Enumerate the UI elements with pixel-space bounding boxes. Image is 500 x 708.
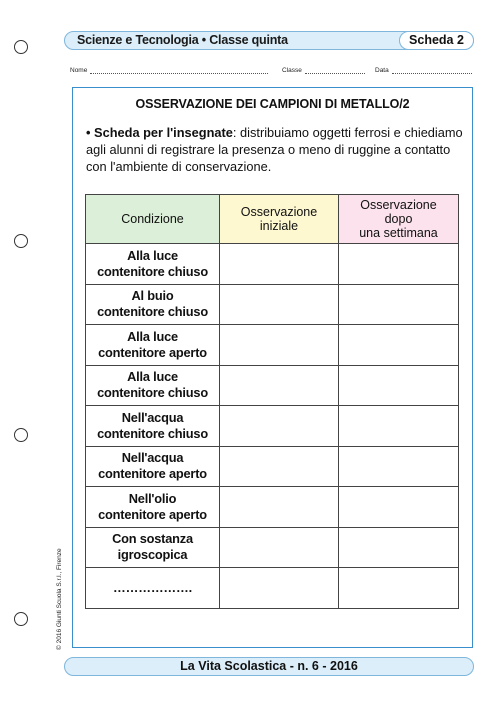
table-row	[86, 365, 459, 406]
class-label: Classe	[282, 67, 302, 74]
initial-observation-cell[interactable]	[220, 244, 339, 285]
after-week-observation-cell[interactable]	[339, 568, 459, 609]
initial-observation-cell[interactable]	[220, 325, 339, 366]
table-row	[86, 284, 459, 325]
after-week-observation-cell[interactable]	[339, 244, 459, 285]
table-header-row	[86, 195, 459, 244]
condition-line: contenitore chiuso	[97, 263, 208, 279]
after-week-observation-cell[interactable]	[339, 325, 459, 366]
after-week-observation-cell[interactable]	[339, 284, 459, 325]
initial-header-line: Osservazione	[240, 205, 318, 219]
name-label: Nome	[70, 67, 88, 74]
initial-observation-header	[220, 195, 339, 244]
condition-line: contenitore aperto	[98, 506, 207, 522]
condition-line: contenitore chiuso	[97, 304, 208, 320]
condition-line: ……………….	[113, 579, 192, 595]
condition-line: contenitore chiuso	[97, 385, 208, 401]
after-week-observation-cell[interactable]	[339, 365, 459, 406]
date-dotted-line	[392, 66, 472, 74]
instruction-text: : distribuiamo oggetti ferrosi e chiediamo agli alunni di registrare la presenza o meno di ruggine a contatto con l'ambiente di conservazione.	[86, 125, 463, 174]
date-field[interactable]	[375, 66, 472, 74]
class-field[interactable]	[282, 66, 365, 74]
condition-column-header: Condizione	[86, 195, 220, 244]
condition-line: igroscopica	[117, 547, 188, 563]
table-body	[86, 244, 459, 609]
condition-line: Nell'acqua	[121, 450, 184, 466]
observation-table	[85, 194, 459, 609]
condition-line: Nell'olio	[128, 490, 177, 506]
table-row	[86, 568, 459, 609]
initial-observation-cell[interactable]	[220, 406, 339, 447]
after-week-observation-cell[interactable]	[339, 406, 459, 447]
condition-line: contenitore aperto	[98, 466, 207, 482]
after-week-observation-cell[interactable]	[339, 487, 459, 528]
initial-header-line: iniziale	[259, 219, 299, 233]
initial-observation-cell[interactable]	[220, 284, 339, 325]
table-row	[86, 527, 459, 568]
condition-line: Al buio	[131, 288, 174, 304]
condition-line: Alla luce	[127, 369, 178, 385]
footer-band: La Vita Scolastica - n. 6 - 2016	[64, 657, 474, 676]
condition-line: Con sostanza	[112, 531, 193, 547]
worksheet-title: OSSERVAZIONE DEI CAMPIONI DI METALLO/2	[135, 97, 410, 111]
instruction-label: • Scheda per l'insegnate	[86, 125, 233, 140]
initial-observation-cell[interactable]	[220, 568, 339, 609]
condition-cell	[86, 446, 220, 487]
condition-cell	[86, 527, 220, 568]
condition-line: Alla luce	[127, 328, 178, 344]
teacher-instruction	[86, 124, 466, 175]
initial-observation-cell[interactable]	[220, 487, 339, 528]
table-row	[86, 244, 459, 285]
binder-hole-1	[14, 40, 28, 54]
after-week-observation-header	[339, 195, 459, 244]
after-header-line: Osservazione	[360, 198, 437, 212]
after-week-observation-cell[interactable]	[339, 446, 459, 487]
initial-observation-cell[interactable]	[220, 365, 339, 406]
table-row	[86, 446, 459, 487]
class-dotted-line	[305, 66, 365, 74]
after-header-line: dopo	[384, 212, 413, 226]
condition-line: contenitore chiuso	[97, 425, 208, 441]
initial-observation-cell[interactable]	[220, 527, 339, 568]
condition-cell	[86, 568, 220, 609]
name-field[interactable]	[70, 66, 268, 74]
student-info-fields	[70, 66, 474, 78]
sheet-number-badge: Scheda 2	[399, 31, 474, 50]
condition-cell	[86, 284, 220, 325]
condition-cell	[86, 406, 220, 447]
after-header-line: una settimana	[359, 226, 438, 240]
date-label: Data	[375, 67, 389, 74]
header-title: Scienze e Tecnologia • Classe quinta	[77, 33, 288, 47]
condition-line: Nell'acqua	[121, 409, 184, 425]
binder-hole-4	[14, 612, 28, 626]
copyright-notice: © 2016 Giunti Scuola S.r.l., Firenze	[56, 548, 63, 650]
after-week-observation-cell[interactable]	[339, 527, 459, 568]
condition-line: Alla luce	[127, 247, 178, 263]
initial-observation-cell[interactable]	[220, 446, 339, 487]
table-row	[86, 406, 459, 447]
table-row	[86, 325, 459, 366]
condition-cell	[86, 487, 220, 528]
condition-cell	[86, 244, 220, 285]
binder-hole-3	[14, 428, 28, 442]
table-row	[86, 487, 459, 528]
condition-line: contenitore aperto	[98, 344, 207, 360]
condition-cell	[86, 325, 220, 366]
binder-hole-2	[14, 234, 28, 248]
condition-cell	[86, 365, 220, 406]
name-dotted-line	[90, 66, 268, 74]
